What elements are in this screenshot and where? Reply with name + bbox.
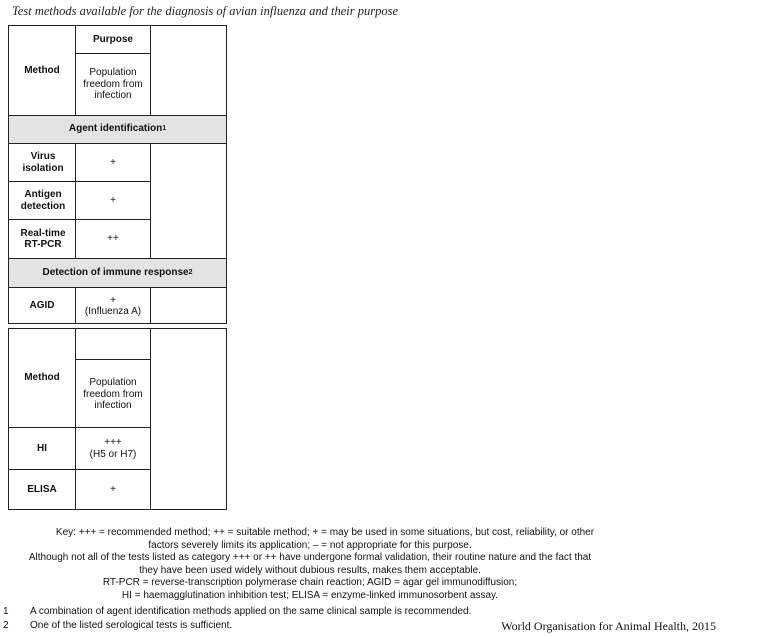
footnote-text: A combination of agent identification methods applied on the same clinical sample is recommended. [30,606,472,617]
value-elisa: + [110,483,116,495]
method-header: Method [24,372,60,384]
footnote-text: One of the listed serological tests is sufficient. [30,620,233,631]
section-title: Agent identification [68,123,163,135]
source-credit: World Organisation for Animal Health, 2015 [501,619,716,633]
test-methods-table-continued [8,328,227,510]
purpose-header: Purpose [92,33,133,45]
key-line-1: Key: +++ = recommended method; ++ = suitable method; + = may be used in some situations, but cost, reliability, or other [55,527,595,538]
method-hi: HI [37,442,47,454]
footnote-1 [3,606,471,617]
purpose-column-label: Population freedom from infection [83,377,143,412]
value-realtime-rtpcr: ++ [107,233,119,245]
key-line-5: RT-PCR = reverse-transcription polymerase chain reaction; AGID = agar gel immunodiffusion; [102,577,518,589]
value-hi: +++ (H5 or H7) [89,437,137,460]
method-realtime-rtpcr: Real-time RT-PCR [20,227,66,250]
value-virus-isolation: + [110,156,116,168]
key-line-6: HI = haemagglutination inhibition test; ELISA = enzyme-linked immunosorbent assay. [121,589,499,601]
method-virus-isolation: Virus isolation [22,151,64,174]
method-header: Method [24,64,60,76]
key-line-2: factors severely limits its application; – = not appropriate for this purpose. [148,539,472,551]
section-immune-response: Detection of immune response 2 [42,266,193,278]
key-line-4: they have been used widely without dubious results, makes them acceptable. [139,564,481,576]
table-caption: Test methods available for the diagnosis of avian influenza and their purpose [12,4,398,18]
value-antigen-detection: + [110,194,116,206]
table-key [10,527,610,603]
method-antigen-detection: Antigen detection [20,189,66,212]
section-agent-identification: Agent identification 1 [68,123,167,135]
footnote-number: 2 [3,620,9,631]
section-title: Detection of immune response [42,266,189,278]
method-elisa: ELISA [27,483,57,495]
purpose-column-label: Population freedom from infection [83,67,143,102]
test-methods-table [8,25,227,324]
footnote-number: 1 [3,606,9,617]
method-agid: AGID [29,300,55,312]
key-line-3: Although not all of the tests listed as category +++ or ++ have undergone formal validation, their routine nature and the fact that [28,552,592,564]
value-agid: + (Influenza A) [84,294,142,317]
footnote-2 [3,620,232,631]
